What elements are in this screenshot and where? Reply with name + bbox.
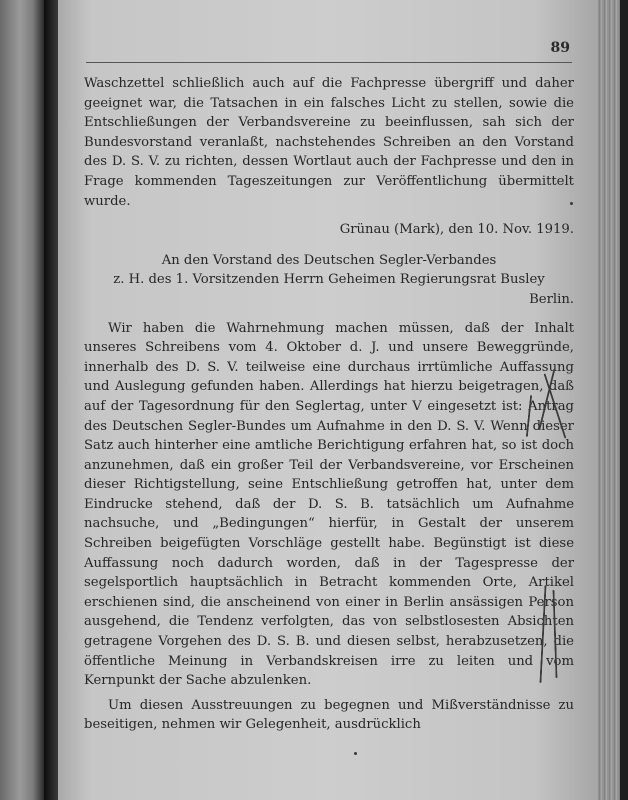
address-line-3: Berlin. — [529, 291, 574, 307]
left-page-edge — [0, 0, 44, 800]
book-page — [58, 0, 598, 800]
footer-dot — [354, 752, 357, 755]
dateline: Grünau (Mark), den 10. Nov. 1919. — [339, 222, 574, 238]
letter-address — [84, 251, 574, 310]
header-rule — [86, 62, 572, 63]
address-line-2: z. H. des 1. Vorsitzenden Herrn Geheimen Regierungsrat Busley — [113, 272, 545, 288]
paragraph-intro: Waschzettel schließlich auch auf die Fachpresse übergriff und daher geeignet war, die Tatsachen in ein falsches Licht zu stellen, sowie die Entschließungen der Verbandsvereine zu beeinflussen, sah sich der Bundesvorstand veranlaßt, nachstehendes Schreiben an den Vorstand des D. S. V. zu richten, dessen Wortlaut auch der Fachpresse und den in Frage kommenden Tageszeitungen zur Veröffentlichung übermittelt wurde. — [84, 76, 574, 209]
margin-dot — [570, 202, 573, 205]
address-line-1: An den Vorstand des Deutschen Segler-Verbandes — [161, 252, 497, 268]
page-number: 89 — [550, 40, 570, 56]
page-stack-edge — [598, 0, 628, 800]
paragraph-letter-body: Wir haben die Wahrnehmung machen müssen, daß der Inhalt unseres Schreibens vom 4. Oktober d. J. und unsere Beweggründe, innerhalb des D. S. V. teilweise eine durchaus irrtümliche Auffassung und Auslegung gefunden haben. Allerdings hat hierzu beigetragen, daß auf der Tagesordnung für den Seglertag, unter V eingesetzt ist: Antrag des Deutschen Segler-Bundes um Aufnahme in den D. S. V. Wenn dieser Satz auch hinterher eine amtliche Berichtigung erfahren hat, so ist doch anzunehmen, daß ein großer Teil der Verbandsvereine, vor Erscheinen dieser Richtigstellung, seine Entschließung getroffen hat, unter dem Eindrucke stehend, daß der D. S. B. tatsächlich um Aufnahme nachsuche, und „Bedingungen“ hierfür, in Gestalt der unserem Schreiben beigefügten Vorschläge gestellt habe. Begünstigt ist diese Auffassung noch dadurch worden, daß in der Tagespresse der segelsportlich hauptsächlich in Betracht kommenden Orte, Artikel erschienen sind, die anscheinend von einer in Berlin ansässigen Person ausgehend, die Tendenz verfolgten, das von selbstlosesten Absichten getragene Vorgehen des D. S. B. und diesen selbst, herabzusetzen, die öffentliche Meinung in Verbandskreisen irre zu leiten und vom Kernpunkt der Sache abzulenken. — [84, 320, 574, 689]
paragraph-continuation: Um diesen Ausstreuungen zu begegnen und Mißverständnisse zu beseitigen, nehmen wir Gelegenheit, ausdrücklich — [84, 697, 574, 733]
book-gutter — [44, 0, 58, 800]
page-text — [84, 74, 574, 735]
